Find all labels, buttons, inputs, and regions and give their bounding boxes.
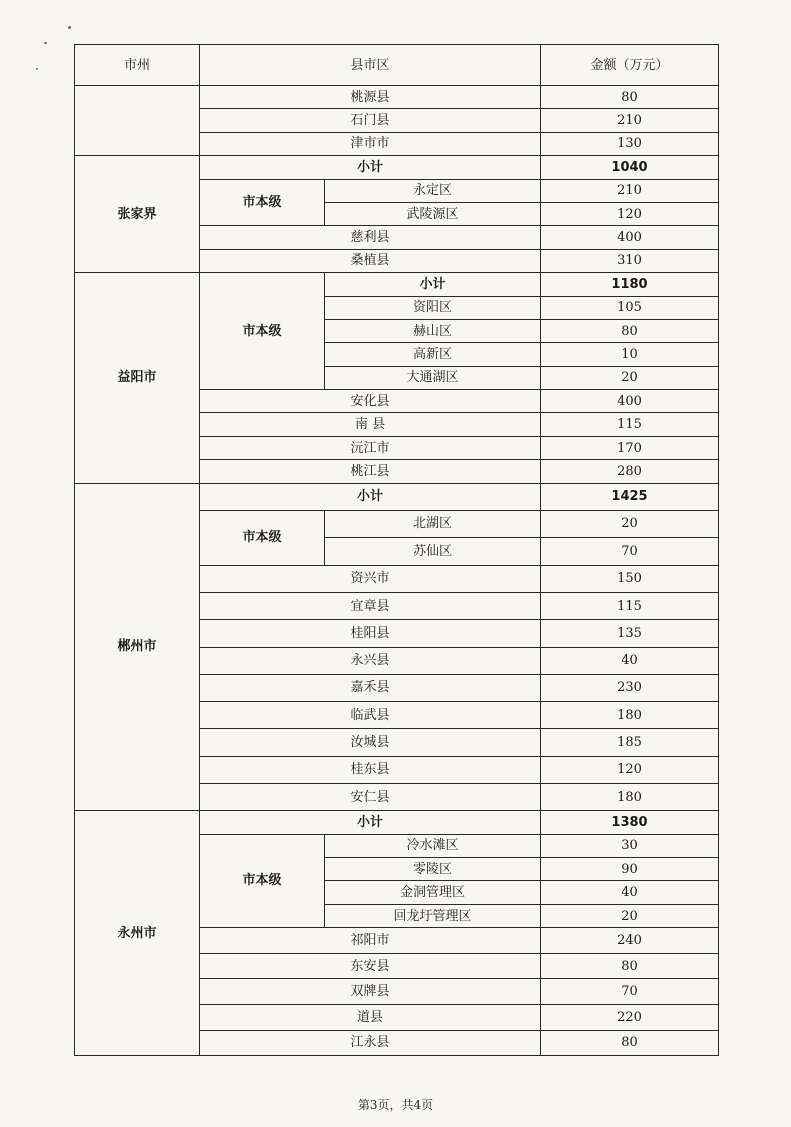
city-name-cell: 郴州市 (75, 483, 200, 811)
header-city: 市州 (75, 45, 200, 86)
county-amount: 120 (541, 756, 719, 783)
county-name: 安化县 (200, 390, 541, 413)
district-amount: 105 (541, 296, 719, 319)
county-amount: 180 (541, 702, 719, 729)
allocation-table (74, 44, 719, 1056)
county-amount: 240 (541, 928, 719, 954)
county-name: 汝城县 (200, 729, 541, 756)
county-name: 桂阳县 (200, 620, 541, 647)
header-amount: 金额（万元） (541, 45, 719, 86)
subtotal-label: 小计 (200, 156, 541, 179)
county-name: 慈利县 (200, 226, 541, 249)
city-name-cell (75, 86, 200, 156)
county-amount: 40 (541, 647, 719, 674)
district-name: 回龙圩管理区 (325, 904, 541, 927)
county-amount: 130 (541, 132, 719, 155)
county-amount: 115 (541, 413, 719, 436)
county-name: 嘉禾县 (200, 674, 541, 701)
header-row (75, 45, 719, 86)
district-name: 赫山区 (325, 319, 541, 342)
county-amount: 220 (541, 1005, 719, 1031)
county-name: 东安县 (200, 953, 541, 979)
district-name: 高新区 (325, 343, 541, 366)
table-body (75, 45, 719, 1056)
county-amount: 230 (541, 674, 719, 701)
district-name: 永定区 (325, 179, 541, 202)
county-amount: 180 (541, 784, 719, 811)
county-name: 桑植县 (200, 249, 541, 272)
county-amount: 400 (541, 226, 719, 249)
district-name: 武陵源区 (325, 202, 541, 225)
scan-speck (68, 26, 71, 29)
subtotal-amount: 1425 (541, 483, 719, 510)
subtotal-amount: 1180 (541, 273, 719, 296)
district-amount: 20 (541, 366, 719, 389)
district-name: 北湖区 (325, 510, 541, 538)
district-name: 大通湖区 (325, 366, 541, 389)
county-name: 石门县 (200, 109, 541, 132)
county-amount: 170 (541, 436, 719, 459)
county-name: 江永县 (200, 1030, 541, 1056)
county-amount: 310 (541, 249, 719, 272)
county-amount: 80 (541, 1030, 719, 1056)
county-amount: 70 (541, 979, 719, 1005)
subtotal-label: 小计 (200, 483, 541, 510)
district-amount: 210 (541, 179, 719, 202)
county-name: 临武县 (200, 702, 541, 729)
district-amount: 80 (541, 319, 719, 342)
county-amount: 150 (541, 565, 719, 592)
city-name-cell: 张家界 (75, 156, 200, 273)
county-name: 祁阳市 (200, 928, 541, 954)
county-amount: 210 (541, 109, 719, 132)
subtotal-label: 小计 (200, 811, 541, 834)
subtotal-amount: 1040 (541, 156, 719, 179)
table-row (75, 86, 719, 109)
page-footer: 第3页，共4页 (357, 1098, 434, 1112)
county-name: 桃源县 (200, 86, 541, 109)
county-amount: 80 (541, 953, 719, 979)
district-amount: 70 (541, 538, 719, 566)
district-amount: 40 (541, 881, 719, 904)
subtotal-amount: 1380 (541, 811, 719, 834)
county-amount: 80 (541, 86, 719, 109)
district-name: 零陵区 (325, 858, 541, 881)
county-name: 宜章县 (200, 592, 541, 619)
district-amount: 20 (541, 904, 719, 927)
district-name: 苏仙区 (325, 538, 541, 566)
district-name: 金洞管理区 (325, 881, 541, 904)
county-name: 永兴县 (200, 647, 541, 674)
city-name-cell: 益阳市 (75, 273, 200, 484)
county-amount: 400 (541, 390, 719, 413)
district-amount: 30 (541, 834, 719, 857)
county-name: 南 县 (200, 413, 541, 436)
city-level-label: 市本级 (200, 834, 325, 928)
county-name: 资兴市 (200, 565, 541, 592)
county-name: 安仁县 (200, 784, 541, 811)
table-row (75, 483, 719, 510)
district-amount: 90 (541, 858, 719, 881)
district-amount: 120 (541, 202, 719, 225)
county-amount: 280 (541, 460, 719, 483)
header-county: 县市区 (200, 45, 541, 86)
district-name: 资阳区 (325, 296, 541, 319)
scan-speck (44, 42, 47, 44)
county-name: 双牌县 (200, 979, 541, 1005)
district-amount: 10 (541, 343, 719, 366)
district-amount: 20 (541, 510, 719, 538)
county-name: 沅江市 (200, 436, 541, 459)
city-level-label: 市本级 (200, 510, 325, 565)
county-amount: 115 (541, 592, 719, 619)
city-name-cell: 永州市 (75, 811, 200, 1056)
table-row (75, 156, 719, 179)
county-name: 桂东县 (200, 756, 541, 783)
county-name: 桃江县 (200, 460, 541, 483)
county-name: 道县 (200, 1005, 541, 1031)
city-level-label: 市本级 (200, 273, 325, 390)
county-amount: 135 (541, 620, 719, 647)
subtotal-label: 小计 (325, 273, 541, 296)
table-row (75, 811, 719, 834)
city-level-label: 市本级 (200, 179, 325, 226)
scan-speck (36, 68, 38, 70)
district-name: 冷水滩区 (325, 834, 541, 857)
county-name: 津市市 (200, 132, 541, 155)
county-amount: 185 (541, 729, 719, 756)
table-row (75, 273, 719, 296)
